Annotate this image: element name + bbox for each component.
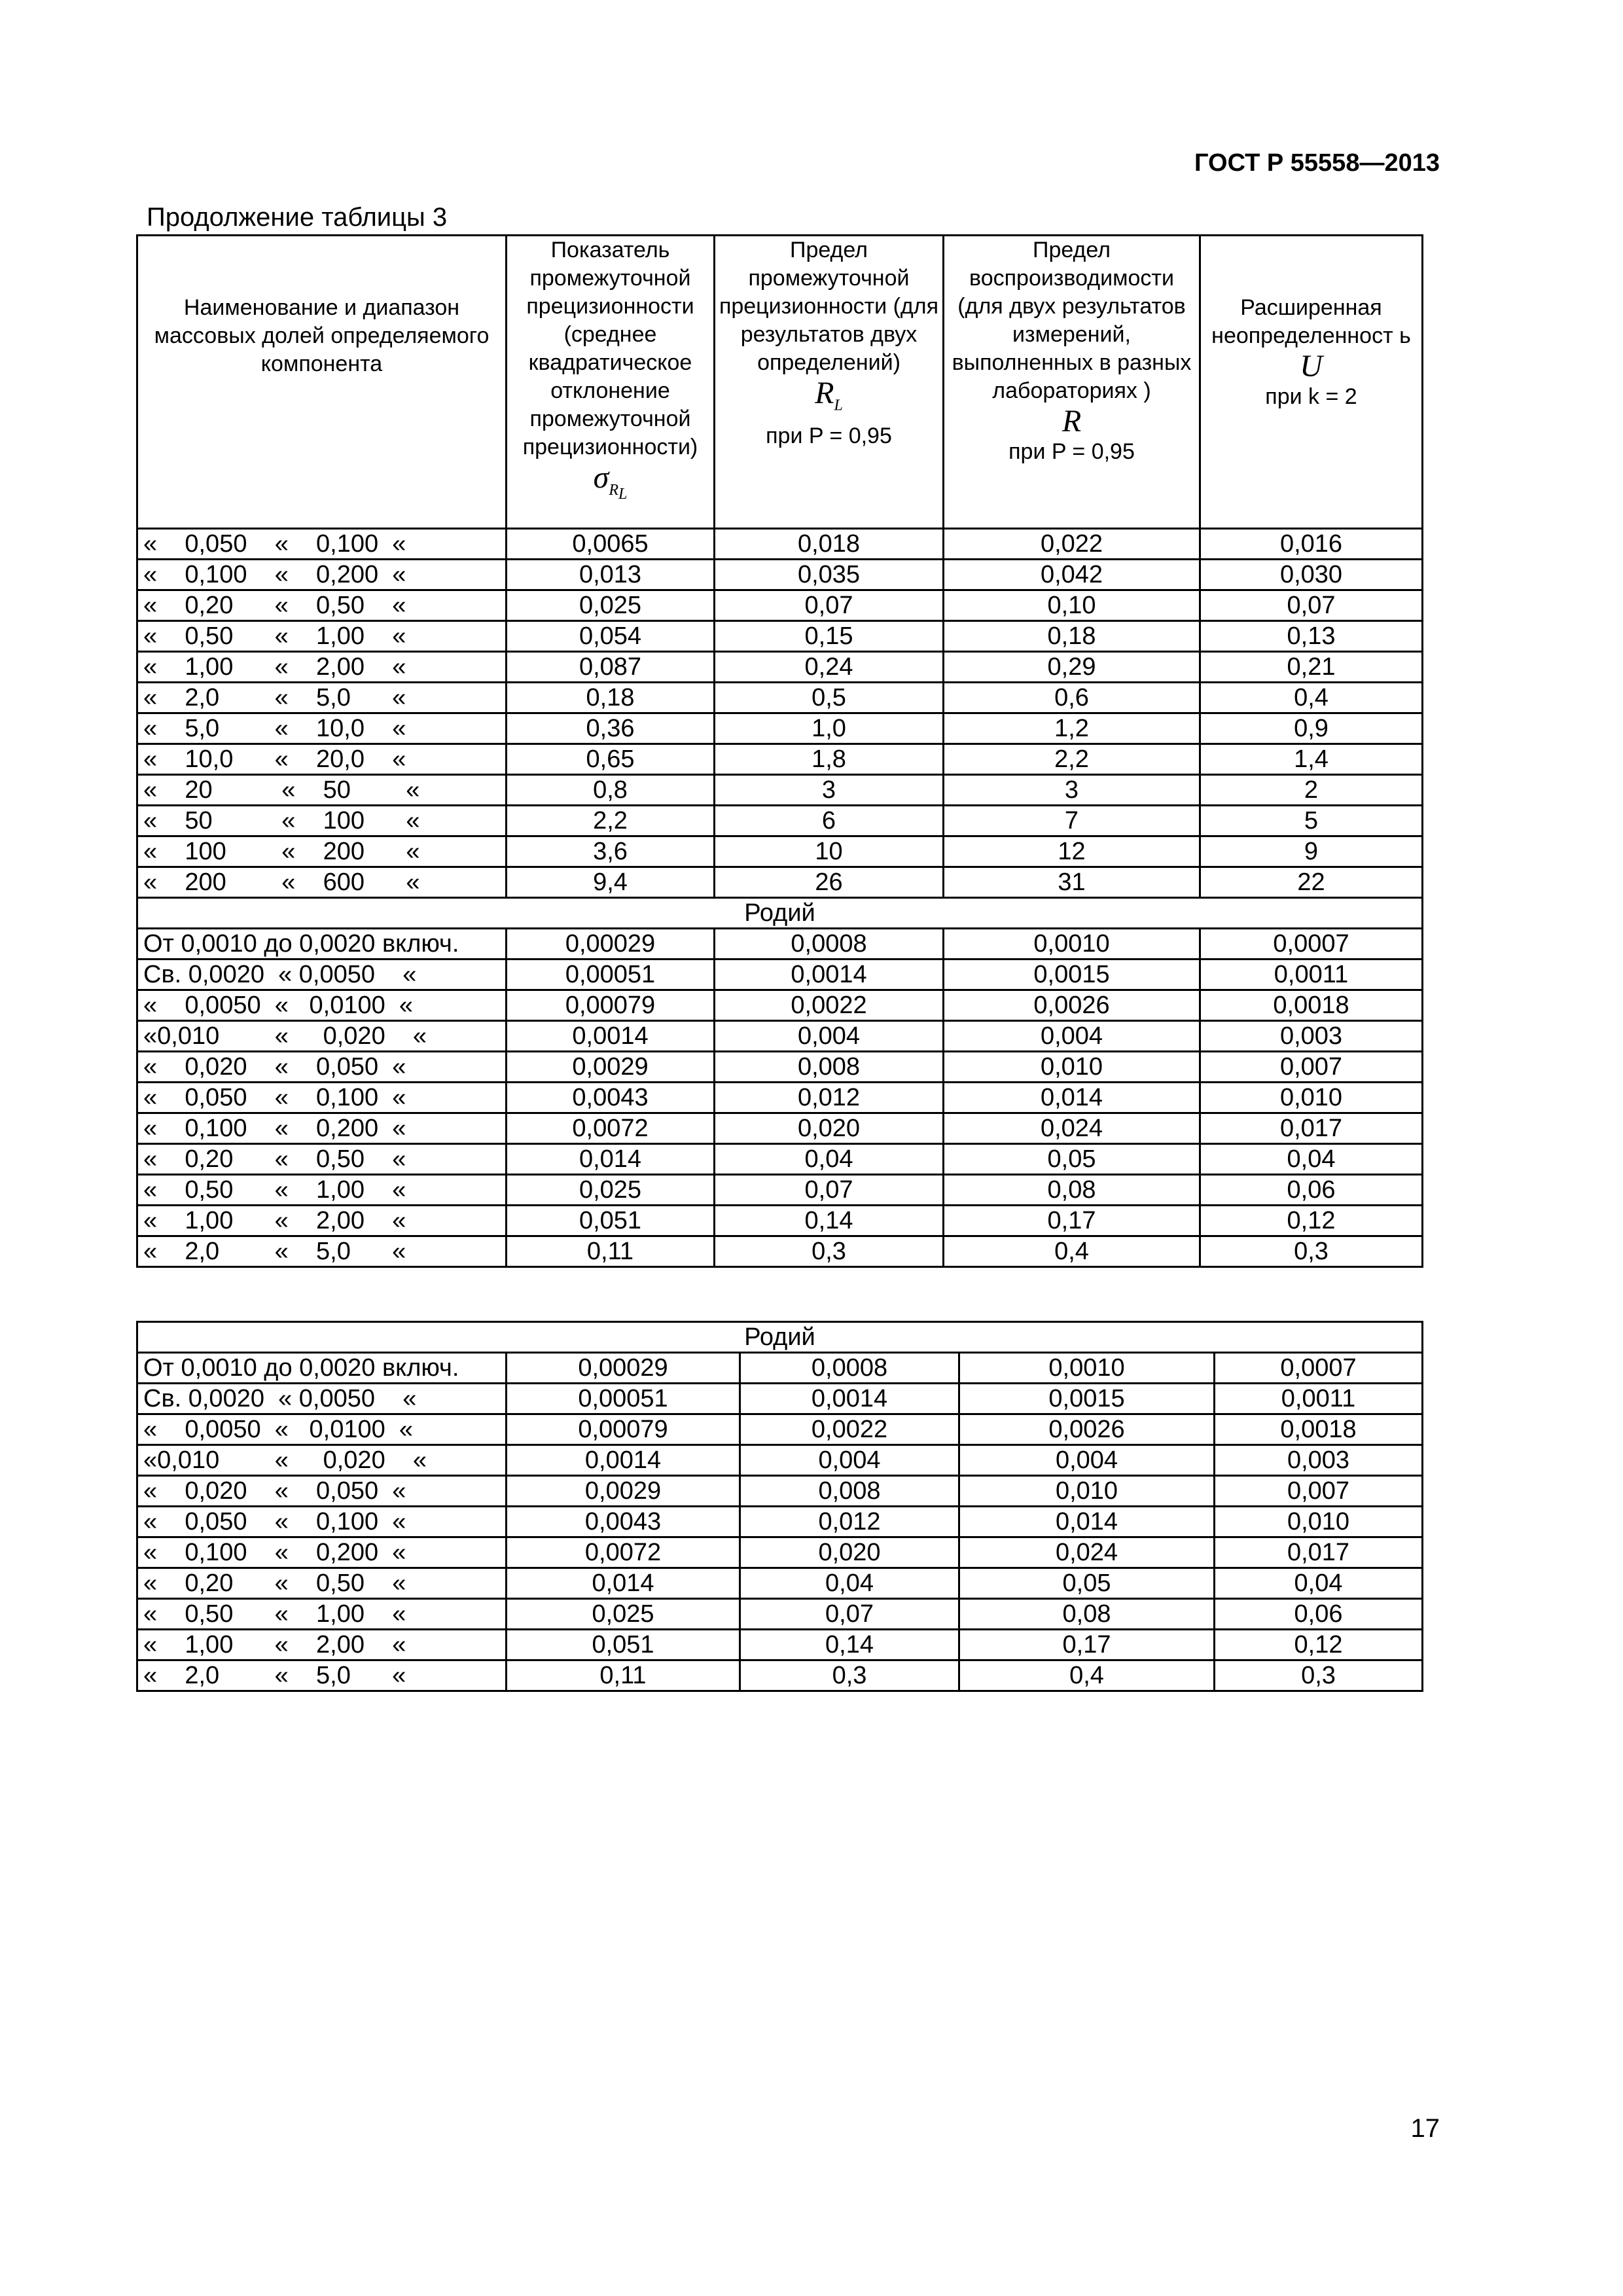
range-cell: « 0,050 « 0,100 «: [137, 1083, 507, 1113]
table-row: [137, 960, 1423, 990]
value-cell: 0,04: [715, 1144, 944, 1175]
table-row: [137, 1353, 1423, 1384]
header-name: Наименование и диапазон массовых долей определяемого компонента: [137, 236, 507, 529]
range-cell: « 10,0 « 20,0 «: [137, 744, 507, 775]
section-title: Родий: [137, 898, 1423, 929]
value-cell: 0,65: [507, 744, 715, 775]
value-cell: 0,08: [959, 1599, 1215, 1630]
value-cell: 0,024: [944, 1113, 1200, 1144]
value-cell: 0,04: [1200, 1144, 1423, 1175]
value-cell: 0,04: [740, 1568, 959, 1599]
value-cell: 0,004: [944, 1021, 1200, 1052]
value-cell: 0,00029: [507, 1353, 740, 1384]
value-cell: 12: [944, 836, 1200, 867]
value-cell: 0,004: [715, 1021, 944, 1052]
value-cell: 0,008: [715, 1052, 944, 1083]
table-row: [137, 806, 1423, 836]
value-cell: 0,05: [959, 1568, 1215, 1599]
value-cell: 0,022: [944, 529, 1200, 560]
value-cell: 0,0015: [959, 1384, 1215, 1414]
value-cell: 0,012: [740, 1507, 959, 1537]
table-caption: Продолжение таблицы 3: [147, 203, 448, 232]
range-cell: « 200 « 600 «: [137, 867, 507, 898]
value-cell: 0,004: [740, 1445, 959, 1476]
value-cell: 0,0007: [1200, 929, 1423, 960]
value-cell: 0,0043: [507, 1507, 740, 1537]
value-cell: 0,035: [715, 560, 944, 590]
range-cell: « 0,050 « 0,100 «: [137, 529, 507, 560]
value-cell: 0,08: [944, 1175, 1200, 1206]
range-cell: « 0,20 « 0,50 «: [137, 1568, 507, 1599]
value-cell: 0,3: [1200, 1236, 1423, 1267]
range-cell: « 2,0 « 5,0 «: [137, 1660, 507, 1691]
range-cell: « 0,50 « 1,00 «: [137, 621, 507, 652]
table-row: [137, 867, 1423, 898]
value-cell: 0,07: [1200, 590, 1423, 621]
range-cell: « 1,00 « 2,00 «: [137, 1206, 507, 1236]
sigma-symbol: $\sigma_{R_L}$: [593, 460, 628, 503]
range-cell: « 2,0 « 5,0 «: [137, 1236, 507, 1267]
value-cell: 0,020: [715, 1113, 944, 1144]
table-row: [137, 1236, 1423, 1267]
value-cell: 0,8: [507, 775, 715, 806]
table-row: [137, 1599, 1423, 1630]
table-row: [137, 1113, 1423, 1144]
value-cell: 0,0014: [507, 1021, 715, 1052]
r-symbol: R: [1061, 404, 1082, 439]
table-body: [137, 529, 1423, 1267]
header-sigma: Показатель промежуточной прецизионности (среднее квадратическое отклонение промежуточной прецизионности) $\sigma_{R_L}$: [507, 236, 715, 529]
value-cell: 0,007: [1200, 1052, 1423, 1083]
range-cell: « 0,20 « 0,50 «: [137, 590, 507, 621]
table-row: [137, 1630, 1423, 1660]
value-cell: 0,11: [507, 1660, 740, 1691]
value-cell: 0,0008: [715, 929, 944, 960]
value-cell: 3: [715, 775, 944, 806]
range-cell: « 0,50 « 1,00 «: [137, 1175, 507, 1206]
header-rl: Предел промежуточной прецизионности (для результатов двух определений) $R_L$ при P = 0,95: [715, 236, 944, 529]
value-cell: 0,0011: [1215, 1384, 1423, 1414]
value-cell: 0,014: [944, 1083, 1200, 1113]
value-cell: 0,4: [1200, 683, 1423, 713]
table-row: [137, 1660, 1423, 1691]
value-cell: 0,0022: [740, 1414, 959, 1445]
value-cell: 0,0015: [944, 960, 1200, 990]
value-cell: 0,013: [507, 560, 715, 590]
value-cell: 0,0072: [507, 1113, 715, 1144]
value-cell: 6: [715, 806, 944, 836]
value-cell: 9: [1200, 836, 1423, 867]
range-cell: «0,010 « 0,020 «: [137, 1021, 507, 1052]
value-cell: 0,0029: [507, 1476, 740, 1507]
value-cell: 0,051: [507, 1630, 740, 1660]
header-u: Расширенная неопределенност ь U при k = 2: [1200, 236, 1423, 529]
value-cell: 0,18: [944, 621, 1200, 652]
range-cell: « 2,0 « 5,0 «: [137, 683, 507, 713]
value-cell: 0,0065: [507, 529, 715, 560]
value-cell: 0,18: [507, 683, 715, 713]
table-row: [137, 529, 1423, 560]
table-row: [137, 652, 1423, 683]
range-cell: « 20 « 50 «: [137, 775, 507, 806]
value-cell: 0,017: [1215, 1537, 1423, 1568]
value-cell: 0,00079: [507, 1414, 740, 1445]
value-cell: 0,13: [1200, 621, 1423, 652]
value-cell: 0,010: [1200, 1083, 1423, 1113]
u-symbol: U: [1300, 349, 1323, 384]
range-cell: « 0,100 « 0,200 «: [137, 1113, 507, 1144]
range-cell: « 100 « 200 «: [137, 836, 507, 867]
value-cell: 0,003: [1215, 1445, 1423, 1476]
range-cell: « 50 « 100 «: [137, 806, 507, 836]
table-row: [137, 713, 1423, 744]
table-row: [137, 1175, 1423, 1206]
precision-table: [136, 234, 1423, 1268]
value-cell: 26: [715, 867, 944, 898]
value-cell: 0,21: [1200, 652, 1423, 683]
value-cell: 0,17: [944, 1206, 1200, 1236]
value-cell: 0,0014: [740, 1384, 959, 1414]
value-cell: 0,025: [507, 1599, 740, 1630]
table-row: [137, 1206, 1423, 1236]
value-cell: 0,0022: [715, 990, 944, 1021]
value-cell: 0,010: [944, 1052, 1200, 1083]
value-cell: 0,030: [1200, 560, 1423, 590]
section-row: [137, 898, 1423, 929]
table-header-row: [137, 236, 1423, 529]
value-cell: 2,2: [944, 744, 1200, 775]
value-cell: 0,9: [1200, 713, 1423, 744]
range-cell: « 0,0050 « 0,0100 «: [137, 990, 507, 1021]
value-cell: 0,10: [944, 590, 1200, 621]
value-cell: 0,12: [1200, 1206, 1423, 1236]
value-cell: 1,4: [1200, 744, 1423, 775]
value-cell: 0,36: [507, 713, 715, 744]
value-cell: 0,00051: [507, 960, 715, 990]
precision-table-repeat: [136, 1321, 1423, 1692]
value-cell: 0,025: [507, 1175, 715, 1206]
table-row: [137, 1476, 1423, 1507]
range-cell: « 0,020 « 0,050 «: [137, 1476, 507, 1507]
value-cell: 0,06: [1200, 1175, 1423, 1206]
table-row: [137, 929, 1423, 960]
range-cell: « 5,0 « 10,0 «: [137, 713, 507, 744]
table-row: [137, 683, 1423, 713]
value-cell: 0,4: [944, 1236, 1200, 1267]
value-cell: 5: [1200, 806, 1423, 836]
value-cell: 0,3: [740, 1660, 959, 1691]
value-cell: 9,4: [507, 867, 715, 898]
range-cell: « 0,020 « 0,050 «: [137, 1052, 507, 1083]
value-cell: 0,07: [715, 1175, 944, 1206]
value-cell: 0,025: [507, 590, 715, 621]
table-row: [137, 1052, 1423, 1083]
table-row: [137, 1414, 1423, 1445]
table-row: [137, 1507, 1423, 1537]
rl-symbol: $R_L$: [815, 376, 843, 414]
value-cell: 0,0072: [507, 1537, 740, 1568]
value-cell: 0,042: [944, 560, 1200, 590]
value-cell: 1,0: [715, 713, 944, 744]
value-cell: 0,17: [959, 1630, 1215, 1660]
value-cell: 0,051: [507, 1206, 715, 1236]
value-cell: 31: [944, 867, 1200, 898]
value-cell: 2: [1200, 775, 1423, 806]
range-cell: От 0,0010 до 0,0020 включ.: [137, 1353, 507, 1384]
value-cell: 3,6: [507, 836, 715, 867]
table-row: [137, 1021, 1423, 1052]
value-cell: 0,024: [959, 1537, 1215, 1568]
value-cell: 0,29: [944, 652, 1200, 683]
value-cell: 0,3: [715, 1236, 944, 1267]
range-cell: Св. 0,0020 « 0,0050 «: [137, 1384, 507, 1414]
range-cell: «0,010 « 0,020 «: [137, 1445, 507, 1476]
section-title: Родий: [137, 1322, 1423, 1353]
value-cell: 7: [944, 806, 1200, 836]
value-cell: 1,2: [944, 713, 1200, 744]
table-row: [137, 1083, 1423, 1113]
value-cell: 0,0018: [1215, 1414, 1423, 1445]
range-cell: « 0,50 « 1,00 «: [137, 1599, 507, 1630]
value-cell: 0,00029: [507, 929, 715, 960]
value-cell: 0,087: [507, 652, 715, 683]
value-cell: 0,0007: [1215, 1353, 1423, 1384]
value-cell: 0,05: [944, 1144, 1200, 1175]
value-cell: 0,017: [1200, 1113, 1423, 1144]
value-cell: 0,04: [1215, 1568, 1423, 1599]
range-cell: « 0,100 « 0,200 «: [137, 1537, 507, 1568]
value-cell: 0,020: [740, 1537, 959, 1568]
value-cell: 0,06: [1215, 1599, 1423, 1630]
value-cell: 0,003: [1200, 1021, 1423, 1052]
value-cell: 0,07: [740, 1599, 959, 1630]
value-cell: 0,0008: [740, 1353, 959, 1384]
header-r: Предел воспроизводимости (для двух результатов измерений, выполненных в разных лабораториях ) R при P = 0,95: [944, 236, 1200, 529]
range-cell: « 1,00 « 2,00 «: [137, 652, 507, 683]
value-cell: 0,0010: [944, 929, 1200, 960]
value-cell: 3: [944, 775, 1200, 806]
table-row: [137, 1144, 1423, 1175]
section-row: [137, 1322, 1423, 1353]
value-cell: 0,018: [715, 529, 944, 560]
value-cell: 0,4: [959, 1660, 1215, 1691]
table-body: [137, 1322, 1423, 1691]
value-cell: 0,012: [715, 1083, 944, 1113]
table-row: [137, 1384, 1423, 1414]
value-cell: 0,054: [507, 621, 715, 652]
table-row: [137, 744, 1423, 775]
value-cell: 0,0014: [507, 1445, 740, 1476]
range-cell: « 0,0050 « 0,0100 «: [137, 1414, 507, 1445]
value-cell: 0,014: [959, 1507, 1215, 1537]
value-cell: 0,007: [1215, 1476, 1423, 1507]
value-cell: 0,24: [715, 652, 944, 683]
value-cell: 0,0043: [507, 1083, 715, 1113]
value-cell: 0,010: [959, 1476, 1215, 1507]
value-cell: 0,11: [507, 1236, 715, 1267]
value-cell: 0,5: [715, 683, 944, 713]
value-cell: 10: [715, 836, 944, 867]
table-row: [137, 1537, 1423, 1568]
value-cell: 0,15: [715, 621, 944, 652]
value-cell: 0,0026: [944, 990, 1200, 1021]
value-cell: 0,0010: [959, 1353, 1215, 1384]
range-cell: От 0,0010 до 0,0020 включ.: [137, 929, 507, 960]
table-row: [137, 560, 1423, 590]
value-cell: 2,2: [507, 806, 715, 836]
value-cell: 1,8: [715, 744, 944, 775]
value-cell: 0,0014: [715, 960, 944, 990]
table-row: [137, 836, 1423, 867]
value-cell: 0,0018: [1200, 990, 1423, 1021]
range-cell: « 0,100 « 0,200 «: [137, 560, 507, 590]
value-cell: 0,14: [715, 1206, 944, 1236]
range-cell: « 0,20 « 0,50 «: [137, 1144, 507, 1175]
table-row: [137, 621, 1423, 652]
value-cell: 0,0029: [507, 1052, 715, 1083]
value-cell: 0,00051: [507, 1384, 740, 1414]
document-standard-number: ГОСТ Р 55558—2013: [1194, 149, 1440, 177]
value-cell: 0,00079: [507, 990, 715, 1021]
value-cell: 0,014: [507, 1144, 715, 1175]
value-cell: 0,0026: [959, 1414, 1215, 1445]
value-cell: 0,12: [1215, 1630, 1423, 1660]
table-row: [137, 990, 1423, 1021]
value-cell: 0,016: [1200, 529, 1423, 560]
value-cell: 0,3: [1215, 1660, 1423, 1691]
table-row: [137, 775, 1423, 806]
table-row: [137, 590, 1423, 621]
page-number: 17: [1410, 2114, 1440, 2143]
value-cell: 0,6: [944, 683, 1200, 713]
range-cell: Св. 0,0020 « 0,0050 «: [137, 960, 507, 990]
table-row: [137, 1568, 1423, 1599]
value-cell: 0,0011: [1200, 960, 1423, 990]
value-cell: 0,004: [959, 1445, 1215, 1476]
table-row: [137, 1445, 1423, 1476]
value-cell: 22: [1200, 867, 1423, 898]
range-cell: « 1,00 « 2,00 «: [137, 1630, 507, 1660]
value-cell: 0,07: [715, 590, 944, 621]
value-cell: 0,010: [1215, 1507, 1423, 1537]
range-cell: « 0,050 « 0,100 «: [137, 1507, 507, 1537]
value-cell: 0,14: [740, 1630, 959, 1660]
value-cell: 0,008: [740, 1476, 959, 1507]
value-cell: 0,014: [507, 1568, 740, 1599]
